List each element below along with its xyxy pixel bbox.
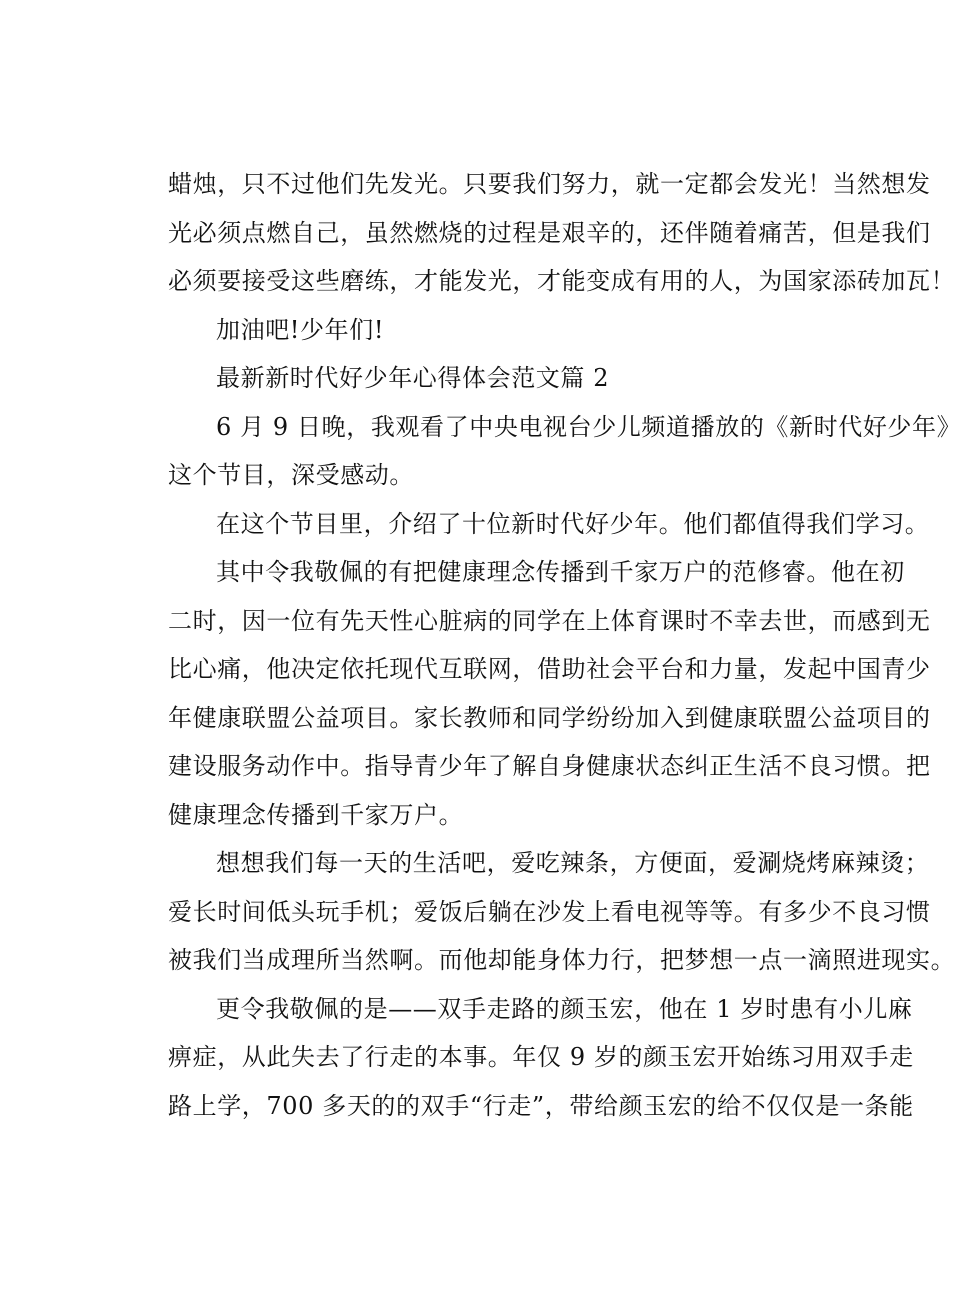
text-line: 痹症，从此失去了行走的本事。年仅 9 岁的颜玉宏开始练习用双手走 (168, 1043, 914, 1071)
text-line: 这个节目，深受感动。 (168, 461, 414, 489)
text-line: 蜡烛，只不过他们先发光。只要我们努力，就一定都会发光！当然想发 (168, 170, 931, 198)
text-line: 其中令我敬佩的有把健康理念传播到千家万户的范修睿。他在初 (216, 558, 905, 586)
paragraph (168, 839, 956, 985)
text-line: 加油吧!少年们! (216, 315, 385, 344)
text-line: 爱长时间低头玩手机；爱饭后躺在沙发上看电视等等。有多少不良习惯 (168, 897, 931, 926)
paragraph (168, 306, 828, 355)
text-line: 光必须点燃自己，虽然燃烧的过程是艰辛的，还伴随着痛苦，但是我们 (168, 218, 931, 247)
paragraph (168, 548, 931, 839)
text-line: 比心痛，他决定依托现代互联网，借助社会平台和力量，发起中国青少 (168, 655, 931, 683)
text-line: 更令我敬佩的是——双手走路的颜玉宏，他在 1 岁时患有小儿麻 (216, 994, 913, 1023)
section-heading (168, 354, 828, 403)
paragraph (168, 500, 930, 549)
paragraph (168, 403, 961, 500)
text-line: 必须要接受这些磨练，才能发光，才能变成有用的人，为国家添砖加瓦！ (168, 267, 956, 295)
paragraph (168, 985, 914, 1131)
text-line: 在这个节目里，介绍了十位新时代好少年。他们都值得我们学习。 (216, 509, 930, 538)
text-line: 最新新时代好少年心得体会范文篇 2 (216, 364, 610, 392)
text-line: 被我们当成理所当然啊。而他却能身体力行，把梦想一点一滴照进现实。 (168, 946, 956, 974)
text-line: 想想我们每一天的生活吧，爱吃辣条，方便面，爱涮烧烤麻辣烫； (216, 849, 930, 877)
text-line: 年健康联盟公益项目。家长教师和同学纷纷加入到健康联盟公益项目的 (168, 703, 931, 732)
text-line: 建设服务动作中。指导青少年了解自身健康状态纠正生活不良习惯。把 (168, 752, 931, 780)
document-body (168, 160, 961, 1130)
text-line: 路上学，700 多天的的双手“行走”，带给颜玉宏的给不仅仅是一条能 (168, 1091, 914, 1120)
text-line: 6 月 9 日晚，我观看了中央电视台少儿频道播放的《新时代好少年》 (216, 412, 961, 441)
text-line: 二时，因一位有先天性心脏病的同学在上体育课时不幸去世，而感到无 (168, 606, 931, 635)
paragraph (168, 160, 956, 306)
text-line: 健康理念传播到千家万户。 (168, 800, 464, 829)
